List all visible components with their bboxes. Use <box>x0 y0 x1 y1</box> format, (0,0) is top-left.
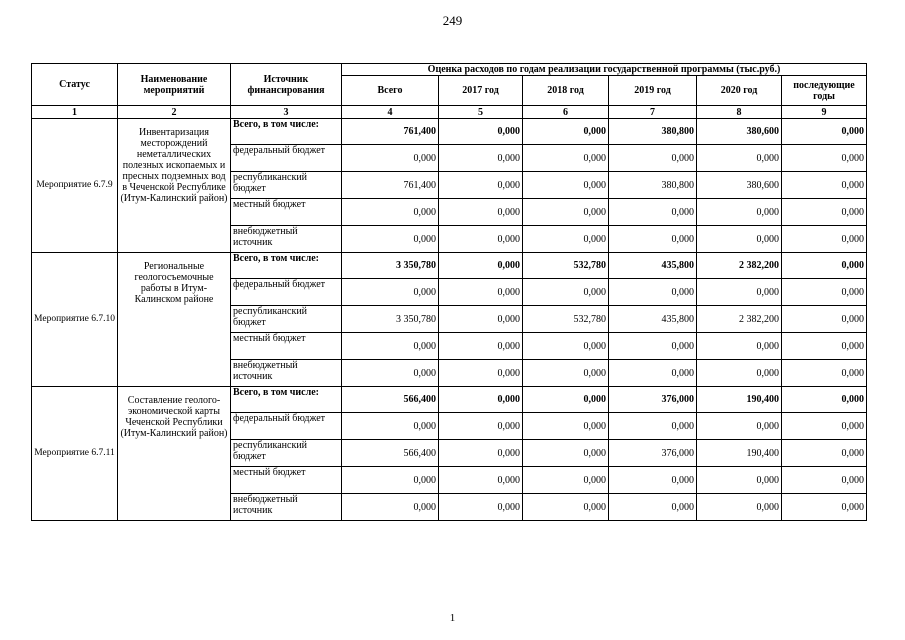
amount-cell: 0,000 <box>782 360 867 387</box>
funding-source: внебюджетный источник <box>231 360 342 387</box>
table-row-total <box>32 387 867 413</box>
amount-cell: 0,000 <box>697 279 782 306</box>
amount-cell: 0,000 <box>439 360 523 387</box>
column-number: 1 <box>32 106 118 119</box>
column-number: 5 <box>439 106 523 119</box>
amount-cell: 0,000 <box>439 119 523 145</box>
amount-cell: 0,000 <box>782 467 867 494</box>
amount-cell: 2 382,200 <box>697 306 782 333</box>
amount-cell: 0,000 <box>782 119 867 145</box>
header-event: Наименование мероприятий <box>118 64 231 106</box>
amount-cell: 0,000 <box>439 467 523 494</box>
amount-cell: 376,000 <box>609 440 697 467</box>
amount-cell: 435,800 <box>609 253 697 279</box>
amount-cell: 0,000 <box>342 360 439 387</box>
header-2019: 2019 год <box>609 76 697 106</box>
amount-cell: 0,000 <box>697 413 782 440</box>
amount-cell: 0,000 <box>609 413 697 440</box>
table-body <box>32 119 867 521</box>
amount-cell: 566,400 <box>342 440 439 467</box>
amount-cell: 0,000 <box>782 145 867 172</box>
amount-cell: 0,000 <box>697 199 782 226</box>
amount-cell: 2 382,200 <box>697 253 782 279</box>
amount-cell: 0,000 <box>439 413 523 440</box>
event-name: Региональные геологосъемочные работы в Итум-Калинском районе <box>118 253 231 387</box>
amount-cell: 761,400 <box>342 119 439 145</box>
amount-cell: 532,780 <box>523 306 609 333</box>
amount-cell: 0,000 <box>697 333 782 360</box>
amount-cell: 0,000 <box>439 306 523 333</box>
amount-cell: 566,400 <box>342 387 439 413</box>
event-name: Инвентаризация месторождений неметаллических полезных ископаемых и пресных подземных вод в Чеченской Республике (Итум-Калинский район) <box>118 119 231 253</box>
amount-cell: 0,000 <box>523 279 609 306</box>
funding-source: внебюджетный источник <box>231 494 342 521</box>
column-number: 2 <box>118 106 231 119</box>
header-status: Статус <box>32 64 118 106</box>
amount-cell: 0,000 <box>609 145 697 172</box>
amount-cell: 190,400 <box>697 440 782 467</box>
funding-source: федеральный бюджет <box>231 279 342 306</box>
funding-source: Всего, в том числе: <box>231 119 342 145</box>
amount-cell: 0,000 <box>697 360 782 387</box>
amount-cell: 0,000 <box>523 199 609 226</box>
amount-cell: 0,000 <box>782 172 867 199</box>
amount-cell: 0,000 <box>609 333 697 360</box>
amount-cell: 0,000 <box>342 413 439 440</box>
amount-cell: 0,000 <box>609 226 697 253</box>
column-number: 6 <box>523 106 609 119</box>
column-number: 8 <box>697 106 782 119</box>
amount-cell: 0,000 <box>609 494 697 521</box>
amount-cell: 0,000 <box>342 226 439 253</box>
amount-cell: 0,000 <box>439 253 523 279</box>
amount-cell: 0,000 <box>523 387 609 413</box>
amount-cell: 0,000 <box>523 145 609 172</box>
amount-cell: 0,000 <box>782 226 867 253</box>
amount-cell: 0,000 <box>697 467 782 494</box>
amount-cell: 0,000 <box>609 467 697 494</box>
column-number: 7 <box>609 106 697 119</box>
amount-cell: 0,000 <box>782 494 867 521</box>
funding-source: внебюджетный источник <box>231 226 342 253</box>
column-number: 4 <box>342 106 439 119</box>
amount-cell: 0,000 <box>697 226 782 253</box>
header-total: Всего <box>342 76 439 106</box>
header-expense-estimate: Оценка расходов по годам реализации государственной программы (тыс.руб.) <box>342 64 867 76</box>
event-status: Мероприятие 6.7.10 <box>32 253 118 387</box>
amount-cell: 0,000 <box>342 467 439 494</box>
amount-cell: 0,000 <box>439 279 523 306</box>
amount-cell: 0,000 <box>523 494 609 521</box>
column-number: 9 <box>782 106 867 119</box>
page-number: 249 <box>442 13 463 28</box>
header-source: Источник финансирования <box>231 64 342 106</box>
amount-cell: 380,600 <box>697 119 782 145</box>
amount-cell: 0,000 <box>697 494 782 521</box>
amount-cell: 0,000 <box>439 172 523 199</box>
amount-cell: 380,800 <box>609 119 697 145</box>
amount-cell: 532,780 <box>523 253 609 279</box>
funding-source: местный бюджет <box>231 467 342 494</box>
table-row-total <box>32 253 867 279</box>
amount-cell: 0,000 <box>439 387 523 413</box>
amount-cell: 0,000 <box>782 253 867 279</box>
amount-cell: 0,000 <box>342 494 439 521</box>
amount-cell: 0,000 <box>782 199 867 226</box>
footer-mark: 1 <box>449 612 456 624</box>
amount-cell: 3 350,780 <box>342 306 439 333</box>
header-2020: 2020 год <box>697 76 782 106</box>
funding-source: Всего, в том числе: <box>231 387 342 413</box>
header-later-years: последующие годы <box>782 76 867 106</box>
amount-cell: 0,000 <box>439 440 523 467</box>
funding-source: республиканский бюджет <box>231 172 342 199</box>
amount-cell: 0,000 <box>439 226 523 253</box>
amount-cell: 0,000 <box>342 145 439 172</box>
amount-cell: 0,000 <box>782 279 867 306</box>
amount-cell: 0,000 <box>609 279 697 306</box>
funding-source: федеральный бюджет <box>231 413 342 440</box>
event-status: Мероприятие 6.7.9 <box>32 119 118 253</box>
amount-cell: 0,000 <box>523 440 609 467</box>
amount-cell: 0,000 <box>523 172 609 199</box>
funding-source: местный бюджет <box>231 333 342 360</box>
amount-cell: 380,600 <box>697 172 782 199</box>
amount-cell: 0,000 <box>439 199 523 226</box>
amount-cell: 0,000 <box>439 494 523 521</box>
amount-cell: 190,400 <box>697 387 782 413</box>
amount-cell: 0,000 <box>782 413 867 440</box>
event-name: Составление геолого-экономической карты Чеченской Республики (Итум-Калинский район) <box>118 387 231 521</box>
amount-cell: 0,000 <box>609 199 697 226</box>
funding-source: республиканский бюджет <box>231 306 342 333</box>
amount-cell: 0,000 <box>523 333 609 360</box>
amount-cell: 0,000 <box>697 145 782 172</box>
amount-cell: 0,000 <box>342 199 439 226</box>
amount-cell: 761,400 <box>342 172 439 199</box>
amount-cell: 0,000 <box>523 226 609 253</box>
funding-source: республиканский бюджет <box>231 440 342 467</box>
amount-cell: 380,800 <box>609 172 697 199</box>
amount-cell: 0,000 <box>782 387 867 413</box>
budget-table <box>31 63 867 521</box>
table-row-total <box>32 119 867 145</box>
amount-cell: 0,000 <box>523 360 609 387</box>
amount-cell: 0,000 <box>439 145 523 172</box>
amount-cell: 435,800 <box>609 306 697 333</box>
column-number: 3 <box>231 106 342 119</box>
amount-cell: 376,000 <box>609 387 697 413</box>
amount-cell: 0,000 <box>523 119 609 145</box>
header-2018: 2018 год <box>523 76 609 106</box>
column-number-row <box>32 106 867 119</box>
amount-cell: 0,000 <box>342 333 439 360</box>
amount-cell: 0,000 <box>342 279 439 306</box>
header-2017: 2017 год <box>439 76 523 106</box>
amount-cell: 0,000 <box>523 413 609 440</box>
amount-cell: 0,000 <box>782 333 867 360</box>
amount-cell: 0,000 <box>523 467 609 494</box>
funding-source: местный бюджет <box>231 199 342 226</box>
amount-cell: 0,000 <box>439 333 523 360</box>
amount-cell: 3 350,780 <box>342 253 439 279</box>
funding-source: федеральный бюджет <box>231 145 342 172</box>
amount-cell: 0,000 <box>609 360 697 387</box>
event-status: Мероприятие 6.7.11 <box>32 387 118 521</box>
amount-cell: 0,000 <box>782 306 867 333</box>
amount-cell: 0,000 <box>782 440 867 467</box>
funding-source: Всего, в том числе: <box>231 253 342 279</box>
